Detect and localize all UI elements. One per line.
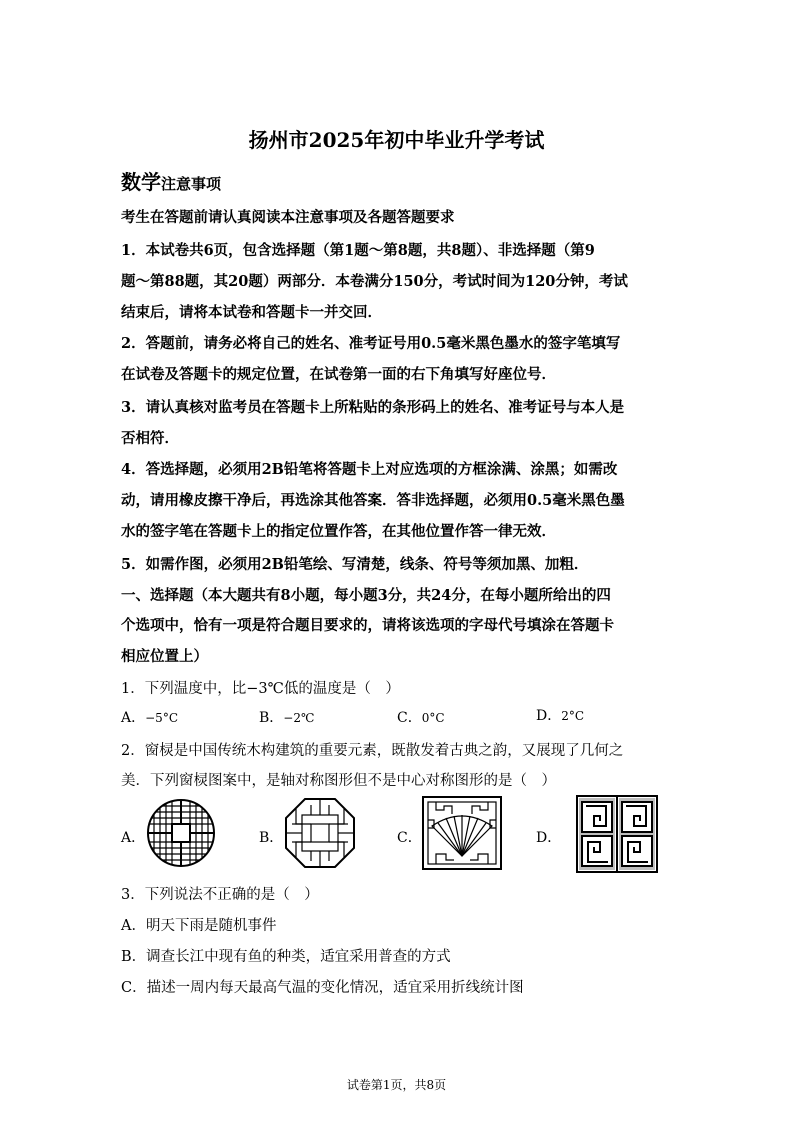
section-heading-line: 个选项中，恰有一项是符合题目要求的，请将该选项的字母代号填涂在答题卡	[121, 617, 614, 634]
q1-option-a[interactable]	[121, 707, 178, 727]
option-value: −5°C	[145, 711, 178, 725]
option-letter: A．	[121, 710, 146, 726]
q3-stem: 3．下列说法不正确的是（ ）	[121, 887, 319, 903]
q2-option-b-label[interactable]: B．	[259, 830, 284, 846]
q3-option-a[interactable]: A．明天下雨是随机事件	[121, 918, 277, 934]
notice-line: 题～第88题，其20题）两部分．本卷满分150分，考试时间为120分钟，考试	[121, 273, 628, 290]
notice-line: 1．本试卷共6页，包含选择题（第1题～第8题，共8题）、非选择题（第9	[121, 242, 595, 259]
lattice-pattern-c-image	[422, 796, 502, 870]
q2-option-d-label[interactable]: D．	[536, 830, 562, 846]
q2-stem-line: 美．下列窗棂图案中，是轴对称图形但不是中心对称图形的是（ ）	[121, 773, 556, 789]
option-letter: C．	[397, 710, 422, 726]
notice-line: 2．答题前，请务必将自己的姓名、准考证号用0.5毫米黑色墨水的签字笔填写	[121, 335, 621, 352]
notice-line: 4．答选择题，必须用2B铅笔将答题卡上对应选项的方框涂满、涂黑；如需改	[121, 461, 618, 478]
section-heading-line: 一、选择题（本大题共有8小题，每小题3分，共24分，在每小题所给出的四	[121, 587, 611, 604]
option-letter: B．	[259, 710, 284, 726]
option-letter: D．	[536, 708, 562, 724]
option-value: 2°C	[561, 709, 585, 723]
subject-heading	[121, 166, 221, 195]
notice-line: 否相符．	[121, 430, 179, 447]
q1-option-d[interactable]	[536, 705, 584, 725]
notice-line: 5．如需作图，必须用2B铅笔绘、写清楚，线条、符号等须加黑、加粗．	[121, 556, 589, 573]
q2-option-c-label[interactable]: C．	[397, 830, 422, 846]
notice-title: 注意事项	[161, 175, 222, 193]
notice-intro: 考生在答题前请认真阅读本注意事项及各题答题要求	[121, 209, 455, 226]
q2-stem-line: 2．窗棂是中国传统木构建筑的重要元素，既散发着古典之韵，又展现了几何之	[121, 743, 624, 759]
subject-name: 数学	[121, 170, 161, 194]
notice-line: 3．请认真核对监考员在答题卡上所粘贴的条形码上的姓名、准考证号与本人是	[121, 399, 625, 416]
option-value: −2℃	[283, 711, 315, 725]
notice-line: 水的签字笔在答题卡上的指定位置作答，在其他位置作答一律无效．	[121, 523, 556, 540]
page-footer: 试卷第1页，共8页	[346, 1078, 447, 1092]
q1-option-c[interactable]	[397, 707, 445, 727]
notice-line: 动，请用橡皮擦干净后，再选涂其他答案．答非选择题，必须用0.5毫米黑色墨	[121, 492, 625, 509]
exam-title: 扬州市2025年初中毕业升学考试	[248, 128, 545, 152]
lattice-pattern-d-image	[576, 795, 658, 873]
q1-stem: 1．下列温度中，比−3℃低的温度是（ ）	[121, 681, 400, 697]
lattice-pattern-a-image	[146, 798, 216, 868]
q3-option-b[interactable]: B．调查长江中现有鱼的种类，适宜采用普查的方式	[121, 949, 451, 965]
section-heading-line: 相应位置上）	[121, 648, 208, 665]
q2-option-a-label[interactable]: A．	[121, 830, 146, 846]
q3-option-c[interactable]: C．描述一周内每天最高气温的变化情况，适宜采用折线统计图	[121, 980, 524, 996]
q1-option-b[interactable]	[259, 707, 314, 727]
lattice-pattern-b-image	[284, 797, 356, 869]
option-value: 0°C	[421, 711, 445, 725]
notice-line: 结束后，请将本试卷和答题卡一并交回．	[121, 304, 382, 321]
notice-line: 在试卷及答题卡的规定位置，在试卷第一面的右下角填写好座位号．	[121, 366, 556, 383]
